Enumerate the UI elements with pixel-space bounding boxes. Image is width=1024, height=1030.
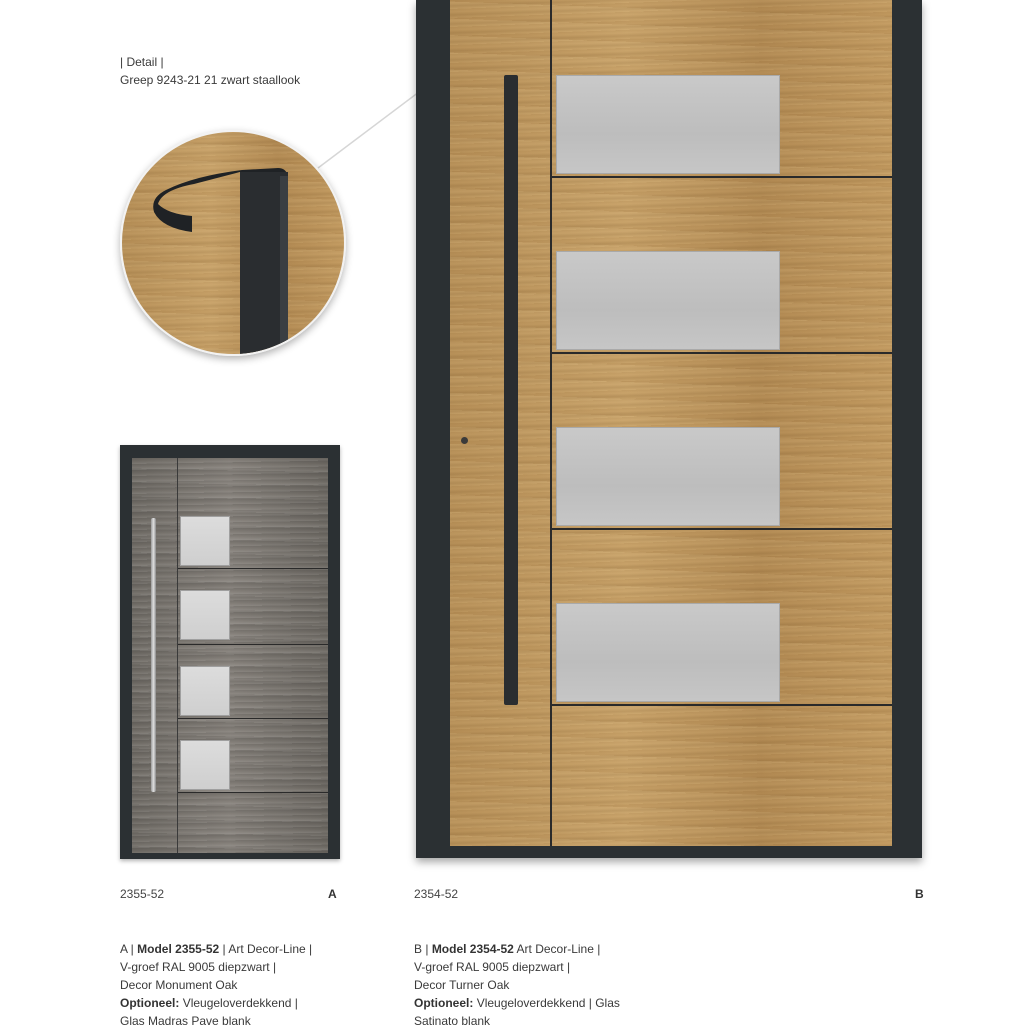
door-a-groove-3 — [178, 718, 328, 719]
detail-caption — [120, 53, 300, 89]
door-b-desc-line3: Decor Turner Oak — [414, 978, 510, 992]
door-a-glass-1 — [180, 516, 230, 566]
door-b-desc-line5: Satinato blank — [414, 1014, 491, 1028]
door-b-stile-divider — [550, 0, 552, 846]
door-b-glass-4 — [556, 603, 780, 702]
door-b-groove-4 — [552, 704, 892, 706]
door-a-groove-2 — [178, 644, 328, 645]
door-a-glass-2 — [180, 590, 230, 640]
handle-detail-image — [120, 130, 346, 356]
door-a-code: 2355-52 — [120, 887, 165, 901]
door-a-desc-line5: Glas Madras Pave blank — [120, 1014, 251, 1028]
door-a-letter: A — [328, 887, 337, 901]
door-a-groove-1 — [178, 568, 328, 569]
door-b-desc-line2: V-groef RAL 9005 diepzwart | — [414, 960, 571, 974]
door-a-desc-line3: Decor Monument Oak — [120, 978, 238, 992]
door-a-model: Model 2355-52 — [137, 942, 220, 956]
door-a-groove-4 — [178, 792, 328, 793]
door-b-glass-3 — [556, 427, 780, 526]
door-a-desc-line2: V-groef RAL 9005 diepzwart | — [120, 960, 277, 974]
door-a-glass-4 — [180, 740, 230, 790]
door-b-groove-3 — [552, 528, 892, 530]
door-b-leaf — [450, 0, 892, 846]
door-b-desc-line1: B | Model 2354-52 Art Decor-Line | — [414, 942, 601, 956]
door-b-model: Model 2354-52 — [431, 942, 514, 956]
door-b-glass-2 — [556, 251, 780, 350]
detail-description: Greep 9243-21 21 zwart staallook — [120, 73, 301, 87]
handle-closeup-icon — [122, 132, 344, 354]
door-a-stile-divider — [177, 458, 178, 853]
door-b-letter: B — [915, 887, 924, 901]
door-a-description — [120, 940, 312, 1030]
door-a-desc-line1: A | Model 2355-52 | Art Decor-Line | — [120, 942, 313, 956]
door-b-groove-1 — [552, 176, 892, 178]
door-b-groove-2 — [552, 352, 892, 354]
door-b-description — [414, 940, 620, 1030]
door-b-image — [416, 0, 922, 858]
door-b-handle — [504, 75, 518, 705]
door-a-image — [120, 445, 340, 859]
door-b-desc-line4: Optioneel: Vleugeloverdekkend | Glas — [414, 996, 620, 1010]
door-b-code: 2354-52 — [414, 887, 459, 901]
door-b-lock-icon — [461, 437, 468, 444]
door-a-glass-3 — [180, 666, 230, 716]
door-a-handle — [151, 518, 156, 792]
door-b-glass-1 — [556, 75, 780, 174]
detail-label: | Detail | — [120, 55, 164, 69]
door-a-leaf — [132, 458, 328, 853]
door-a-desc-line4: Optioneel: Vleugeloverdekkend | — [120, 996, 298, 1010]
